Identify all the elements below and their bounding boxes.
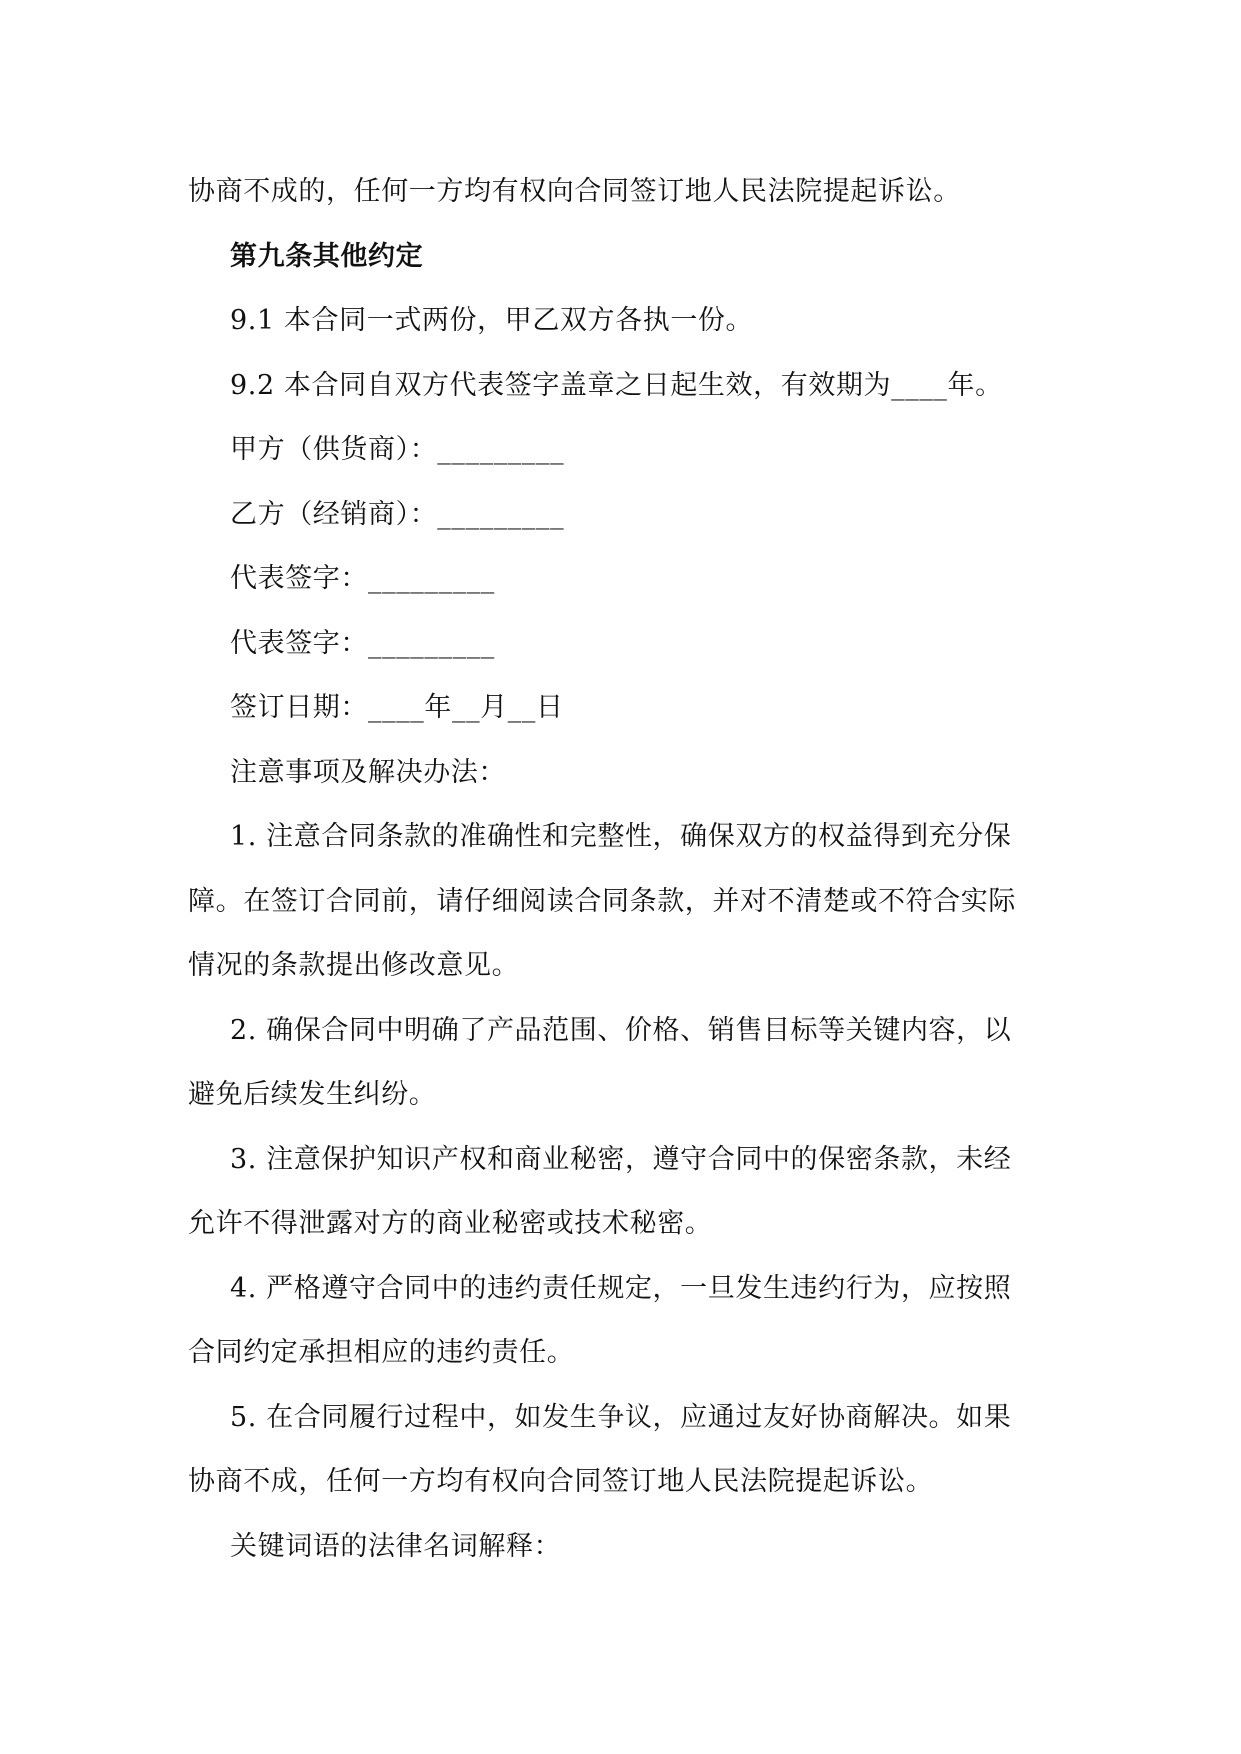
- note-5-line: 协商不成，任何一方均有权向合同签订地人民法院提起诉讼。: [188, 1466, 934, 1497]
- note-1-line: 1. 注意合同条款的准确性和完整性，确保双方的权益得到充分保: [230, 821, 1012, 852]
- note-1-line: 情况的条款提出修改意见。: [188, 950, 520, 981]
- note-4-line: 合同约定承担相应的违约责任。: [188, 1337, 575, 1368]
- party-b-signature-line: 乙方（经销商）：_________: [230, 498, 565, 530]
- clause-9-1: 9.1 本合同一式两份，甲乙双方各执一份。: [230, 305, 754, 336]
- signing-date-line: 签订日期：____年__月__日: [230, 692, 564, 723]
- document-body: [188, 160, 1060, 1579]
- party-a-signature-line: 甲方（供货商）：_________: [230, 434, 565, 465]
- note-4-line: 4. 严格遵守合同中的违约责任规定，一旦发生违约行为，应按照: [230, 1272, 1012, 1304]
- note-2-line: 2. 确保合同中明确了产品范围、价格、销售目标等关键内容，以: [230, 1014, 1012, 1046]
- note-3-line: 允许不得泄露对方的商业秘密或技术秘密。: [188, 1208, 713, 1239]
- note-1-line: 障。在签订合同前，请仔细阅读合同条款，并对不清楚或不符合实际: [188, 885, 1016, 917]
- article-heading: 第九条其他约定: [230, 240, 424, 272]
- representative-signature-line: 代表签字：_________: [230, 627, 495, 659]
- note-5-line: 5. 在合同履行过程中，如发生争议，应通过友好协商解决。如果: [230, 1401, 1012, 1433]
- note-2-line: 避免后续发生纠纷。: [188, 1079, 437, 1110]
- paragraph-line: 协商不成的，任何一方均有权向合同签订地人民法院提起诉讼。: [188, 176, 961, 207]
- notes-heading: 注意事项及解决办法：: [230, 756, 506, 788]
- representative-signature-line: 代表签字：_________: [230, 563, 495, 594]
- note-3-line: 3. 注意保护知识产权和商业秘密，遵守合同中的保密条款，未经: [230, 1143, 1012, 1175]
- definitions-heading: 关键词语的法律名词解释：: [230, 1530, 562, 1562]
- clause-9-2: 9.2 本合同自双方代表签字盖章之日起生效，有效期为____年。: [230, 369, 1003, 401]
